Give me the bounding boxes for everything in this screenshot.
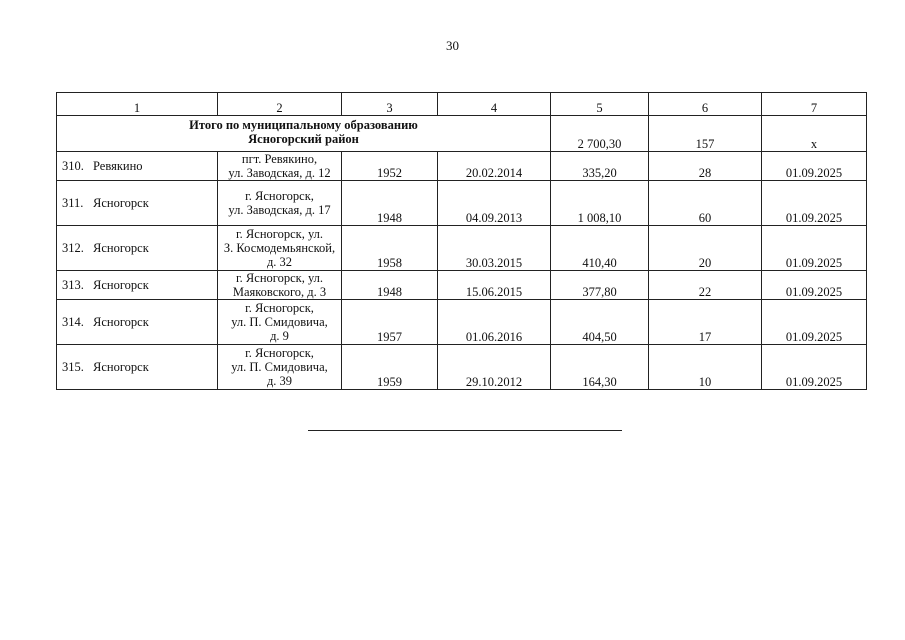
address-line: д. 9: [270, 329, 289, 343]
recognized-date-cell: 01.06.2016: [438, 300, 551, 345]
residents-cell: 28: [649, 152, 762, 181]
total-date: х: [762, 116, 867, 152]
total-residents: 157: [649, 116, 762, 152]
recognized-date-cell: 20.02.2014: [438, 152, 551, 181]
planned-date-cell: 01.09.2025: [762, 181, 867, 226]
table-row: [57, 152, 867, 181]
residents-cell: 17: [649, 300, 762, 345]
address-cell: [218, 226, 342, 271]
planned-date-cell: 01.09.2025: [762, 152, 867, 181]
address-line: г. Ясногорск,: [245, 346, 314, 360]
address-cell: [218, 300, 342, 345]
area-cell: 410,40: [551, 226, 649, 271]
address-line: ул. Заводская, д. 17: [228, 203, 331, 217]
table-row: [57, 300, 867, 345]
planned-date-cell: 01.09.2025: [762, 345, 867, 390]
area-cell: 335,20: [551, 152, 649, 181]
address-line: г. Ясногорск, ул.: [235, 271, 324, 285]
address-line: ул. П. Смидовича,: [231, 360, 328, 374]
row-number: 315.: [62, 360, 84, 374]
locality-cell: [57, 181, 218, 226]
table-row: [57, 345, 867, 390]
planned-date-cell: 01.09.2025: [762, 300, 867, 345]
column-number: 1: [57, 93, 218, 116]
address-line: ул. Заводская, д. 12: [228, 166, 331, 180]
year-cell: 1959: [342, 345, 438, 390]
address-cell: [218, 345, 342, 390]
total-label-line: Ясногорский район: [248, 132, 359, 146]
recognized-date-cell: 04.09.2013: [438, 181, 551, 226]
year-cell: 1958: [342, 226, 438, 271]
total-label: [57, 116, 551, 152]
address-line: г. Ясногорск, ул.: [235, 227, 324, 241]
end-divider-line: [308, 430, 622, 431]
column-number: 5: [551, 93, 649, 116]
address-cell: [218, 271, 342, 300]
column-number: 4: [438, 93, 551, 116]
residents-cell: 22: [649, 271, 762, 300]
column-number: 2: [218, 93, 342, 116]
locality-name: Ясногорск: [93, 241, 149, 255]
table-row: [57, 181, 867, 226]
total-label-line: Итого по муниципальному образованию: [189, 118, 418, 132]
address-line: д. 32: [266, 255, 293, 269]
total-area: 2 700,30: [551, 116, 649, 152]
total-row: [57, 116, 867, 152]
table-row: [57, 226, 867, 271]
locality-cell: [57, 345, 218, 390]
area-cell: 1 008,10: [551, 181, 649, 226]
address-line: г. Ясногорск,: [245, 301, 314, 315]
column-number: 7: [762, 93, 867, 116]
recognized-date-cell: 29.10.2012: [438, 345, 551, 390]
locality-cell: [57, 152, 218, 181]
column-number-row: [57, 93, 867, 116]
row-number: 312.: [62, 241, 84, 255]
address-cell: [218, 152, 342, 181]
planned-date-cell: 01.09.2025: [762, 271, 867, 300]
locality-cell: [57, 226, 218, 271]
residents-cell: 60: [649, 181, 762, 226]
address-cell: [218, 181, 342, 226]
housing-registry-table: [56, 92, 867, 390]
address-line: ул. П. Смидовича,: [231, 315, 328, 329]
address-line: г. Ясногорск,: [245, 189, 314, 203]
recognized-date-cell: 15.06.2015: [438, 271, 551, 300]
column-number: 6: [649, 93, 762, 116]
row-number: 311.: [62, 196, 84, 210]
address-line: д. 39: [266, 374, 293, 388]
planned-date-cell: 01.09.2025: [762, 226, 867, 271]
locality-cell: [57, 271, 218, 300]
address-line: пгт. Ревякино,: [241, 152, 318, 166]
locality-cell: [57, 300, 218, 345]
area-cell: 404,50: [551, 300, 649, 345]
row-number: 314.: [62, 315, 84, 329]
column-number: 3: [342, 93, 438, 116]
area-cell: 164,30: [551, 345, 649, 390]
residents-cell: 10: [649, 345, 762, 390]
locality-name: Ясногорск: [93, 278, 149, 292]
table-row: [57, 271, 867, 300]
page-number: 30: [446, 38, 459, 53]
year-cell: 1957: [342, 300, 438, 345]
row-number: 313.: [62, 278, 84, 292]
recognized-date-cell: 30.03.2015: [438, 226, 551, 271]
locality-name: Ясногорск: [93, 315, 149, 329]
year-cell: 1948: [342, 271, 438, 300]
residents-cell: 20: [649, 226, 762, 271]
row-number: 310.: [62, 159, 84, 173]
area-cell: 377,80: [551, 271, 649, 300]
locality-name: Ясногорск: [93, 196, 149, 210]
address-line: З. Космодемьянской,: [223, 241, 336, 255]
year-cell: 1952: [342, 152, 438, 181]
year-cell: 1948: [342, 181, 438, 226]
address-line: Маяковского, д. 3: [232, 285, 327, 299]
locality-name: Ревякино: [93, 159, 143, 173]
locality-name: Ясногорск: [93, 360, 149, 374]
